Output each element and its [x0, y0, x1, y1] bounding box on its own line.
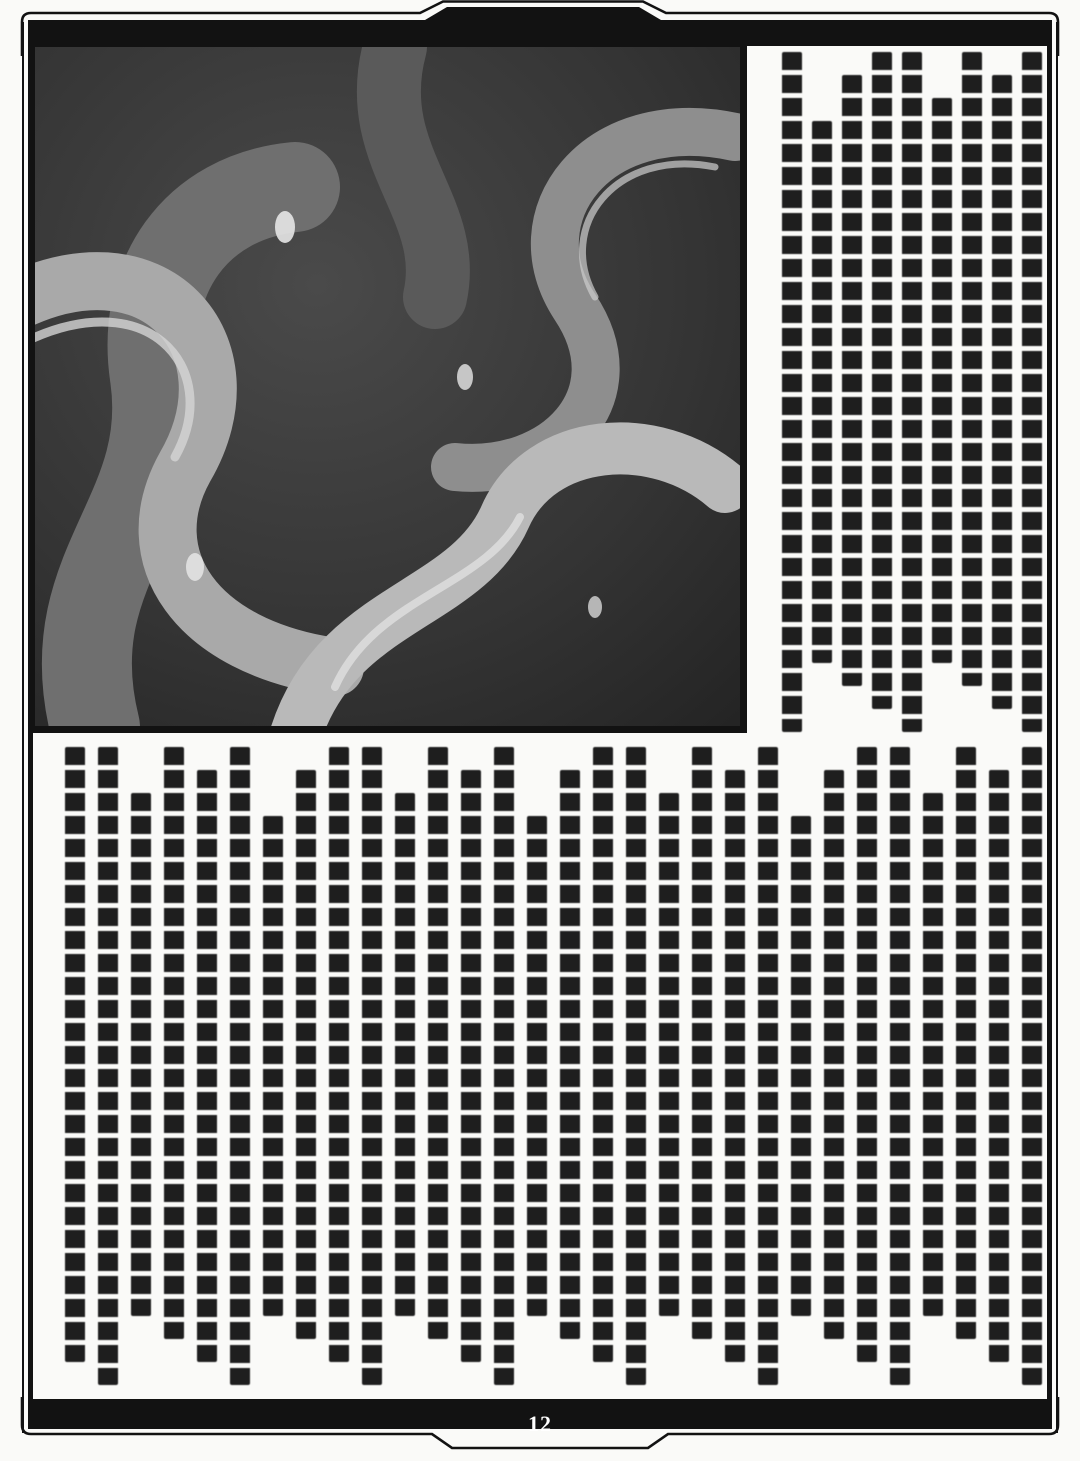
- vertical-text-column: [263, 816, 283, 1316]
- vertical-text-column: [842, 75, 862, 686]
- vertical-text-column: [932, 98, 952, 663]
- frame-left-thin-line: [22, 22, 24, 1433]
- vertical-text-column: [461, 770, 481, 1362]
- vertical-text-column: [902, 52, 922, 732]
- vertical-text-column: [230, 747, 250, 1385]
- vertical-text-column: [197, 770, 217, 1362]
- vertical-text-column: [593, 747, 613, 1362]
- vertical-text-column: [725, 770, 745, 1362]
- vertical-text-column: [1022, 747, 1042, 1385]
- vertical-text-column: [992, 75, 1012, 709]
- vertical-text-column: [890, 747, 910, 1385]
- vertical-text-column: [872, 52, 892, 709]
- illustration-frame: [28, 40, 747, 733]
- vertical-text-column: [98, 747, 118, 1385]
- vertical-text-column: [692, 747, 712, 1339]
- vertical-text-column: [962, 52, 982, 686]
- frame-right-thin-line: [1056, 22, 1058, 1433]
- vertical-text-column: [626, 747, 646, 1385]
- vertical-text-column: [989, 770, 1009, 1362]
- vertical-text-column: [395, 793, 415, 1316]
- vertical-text-column: [659, 793, 679, 1316]
- vertical-text-column: [131, 793, 151, 1316]
- illustration-placeholder: [35, 47, 740, 726]
- vertical-text-column: [560, 770, 580, 1339]
- vertical-text-column: [527, 816, 547, 1316]
- vertical-text-column: [758, 747, 778, 1385]
- vertical-text-column: [782, 52, 802, 732]
- vertical-text-column: [329, 747, 349, 1362]
- vertical-text-column: [812, 121, 832, 663]
- vertical-text-column: [494, 747, 514, 1385]
- vertical-text-column: [362, 747, 382, 1385]
- vertical-text-column: [65, 747, 85, 1362]
- vertical-text-column: [923, 793, 943, 1316]
- vertical-text-column: [1022, 52, 1042, 732]
- vertical-text-column: [791, 816, 811, 1316]
- vertical-text-column: [164, 747, 184, 1339]
- vertical-text-block-right: [756, 52, 1042, 732]
- vertical-text-block-lower: [40, 747, 1042, 1385]
- page-number: 12: [528, 1411, 552, 1436]
- frame-right-bar: [1047, 44, 1052, 1399]
- vertical-text-column: [857, 747, 877, 1362]
- vertical-text-column: [956, 747, 976, 1339]
- vertical-text-column: [824, 770, 844, 1339]
- vertical-text-column: [428, 747, 448, 1339]
- vertical-text-column: [296, 770, 316, 1339]
